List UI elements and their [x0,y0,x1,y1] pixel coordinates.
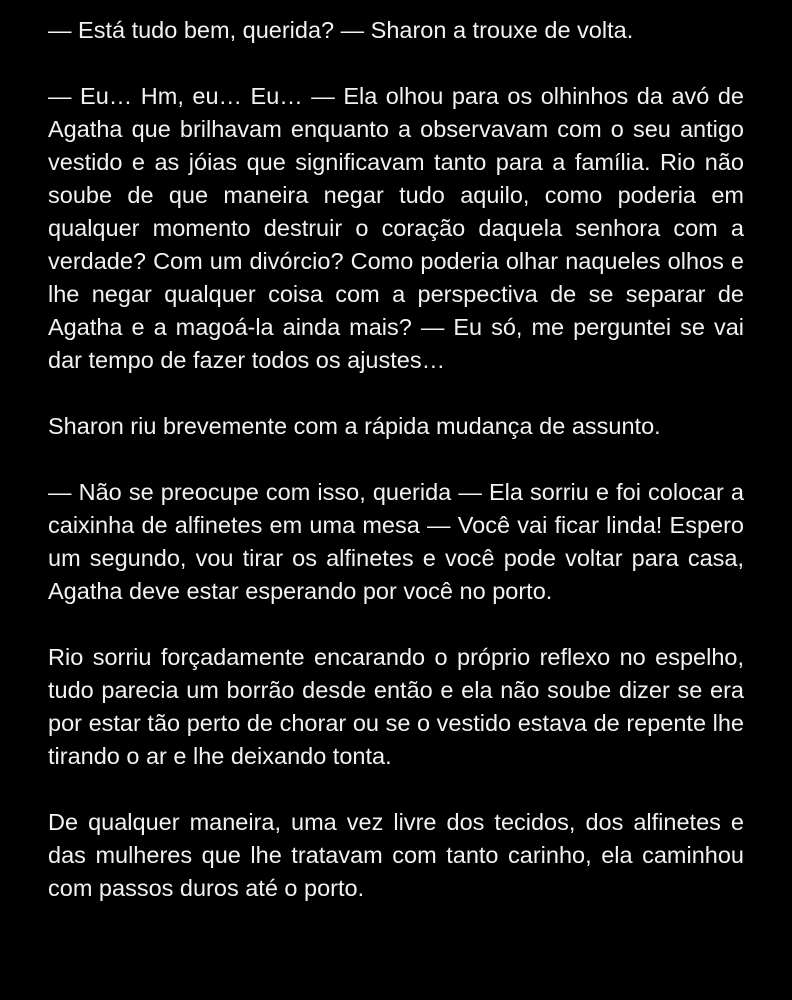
paragraph-2: — Eu… Hm, eu… Eu… — Ela olhou para os olhinhos da avó de Agatha que brilhavam enquanto a observavam com o seu antigo vestido e as jóias que significavam tanto para a família. Rio não soube de que maneira negar tudo aquilo, como poderia em qualquer momento destruir o coração daquela senhora com a verdade? Com um divórcio? Como poderia olhar naqueles olhos e lhe negar qualquer coisa com a perspectiva de se separar de Agatha e a magoá-la ainda mais? — Eu só, me perguntei se vai dar tempo de fazer todos os ajustes… [48,83,744,373]
paragraph-4: — Não se preocupe com isso, querida — Ela sorriu e foi colocar a caixinha de alfinetes em uma mesa — Você vai ficar linda! Espero um segundo, vou tirar os alfinetes e você pode voltar para casa, Agatha deve estar esperando por você no porto. [48,479,744,604]
paragraph-5: Rio sorriu forçadamente encarando o próprio reflexo no espelho, tudo parecia um borrão desde então e ela não soube dizer se era por estar tão perto de chorar ou se o vestido estava de repente lhe tirando o ar e lhe deixando tonta. [48,644,744,769]
paragraph-3: Sharon riu brevemente com a rápida mudança de assunto. [48,413,661,439]
paragraph-6: De qualquer maneira, uma vez livre dos tecidos, dos alfinetes e das mulheres que lhe tratavam com tanto carinho, ela caminhou com passos duros até o porto. [48,809,744,901]
paragraph-1: — Está tudo bem, querida? — Sharon a trouxe de volta. [48,17,634,43]
